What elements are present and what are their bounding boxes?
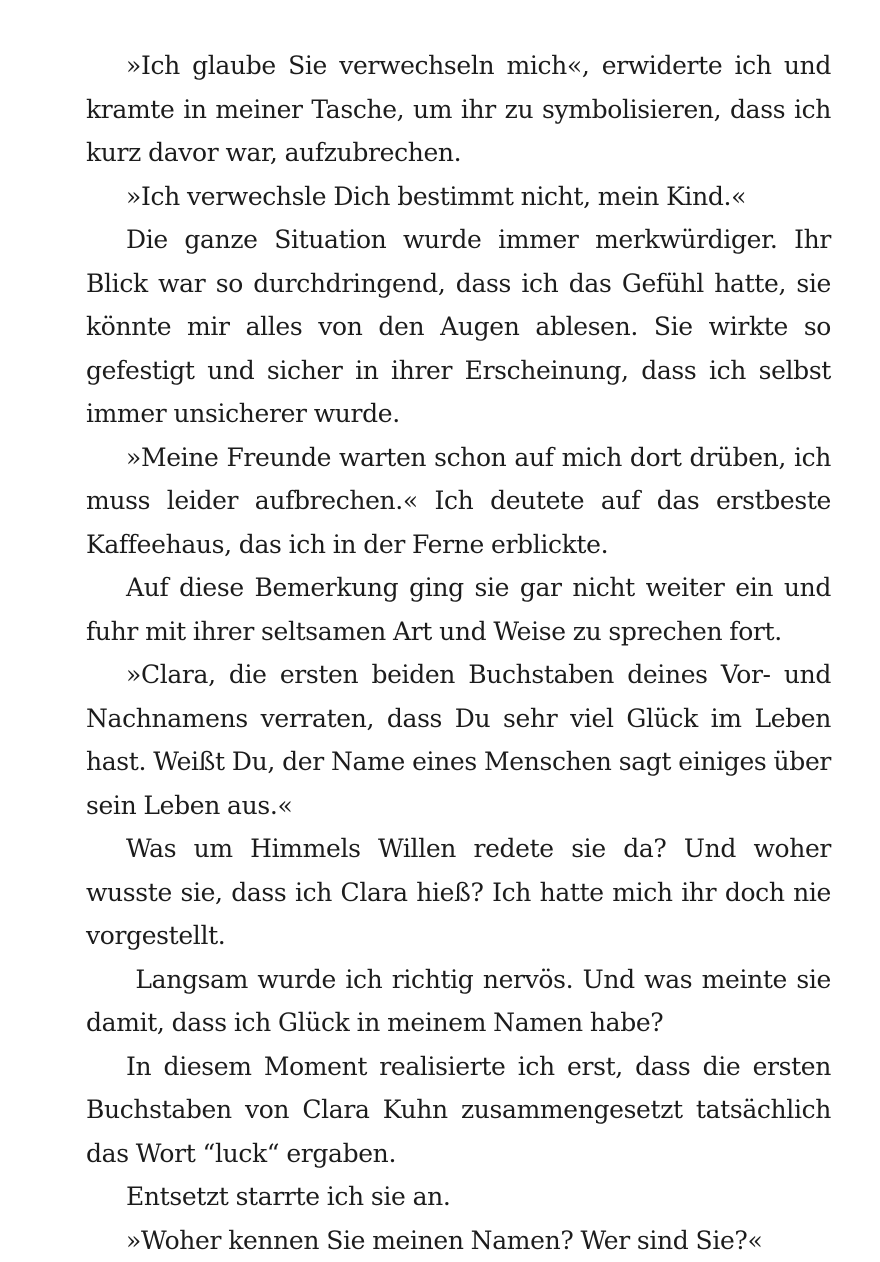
- paragraph-9: In diesem Moment realisierte ich erst, dass die ersten Buchstaben von Clara Kuhn zusammengesetzt tatsächlich das Wort “luck“ ergaben.: [86, 1045, 831, 1176]
- paragraph-7: Was um Himmels Willen redete sie da? Und woher wusste sie, dass ich Clara hieß? Ich hatte mich ihr doch nie vorgestellt.: [86, 827, 831, 958]
- paragraph-10: Entsetzt starrte ich sie an.: [86, 1175, 831, 1219]
- paragraph-1: »Ich glaube Sie verwechseln mich«, erwiderte ich und kramte in meiner Tasche, um ihr zu symbolisieren, dass ich kurz davor war, aufzubrechen.: [86, 44, 831, 175]
- book-page-text: [86, 44, 831, 1262]
- paragraph-2: »Ich verwechsle Dich bestimmt nicht, mein Kind.«: [86, 175, 831, 219]
- paragraph-8: Langsam wurde ich richtig nervös. Und was meinte sie damit, dass ich Glück in meinem Namen habe?: [86, 958, 831, 1045]
- paragraph-11: »Woher kennen Sie meinen Namen? Wer sind Sie?«: [86, 1219, 831, 1262]
- paragraph-4: »Meine Freunde warten schon auf mich dort drüben, ich muss leider aufbrechen.« Ich deutete auf das erstbeste Kaffeehaus, das ich in der Ferne erblickte.: [86, 436, 831, 567]
- paragraph-6: »Clara, die ersten beiden Buchstaben deines Vor- und Nachnamens verraten, dass Du sehr viel Glück im Leben hast. Weißt Du, der Name eines Menschen sagt einiges über sein Leben aus.«: [86, 653, 831, 827]
- paragraph-5: Auf diese Bemerkung ging sie gar nicht weiter ein und fuhr mit ihrer seltsamen Art und Weise zu sprechen fort.: [86, 566, 831, 653]
- paragraph-3: Die ganze Situation wurde immer merkwürdiger. Ihr Blick war so durchdringend, dass ich das Gefühl hatte, sie könnte mir alles von den Augen ablesen. Sie wirkte so gefestigt und sicher in ihrer Erscheinung, dass ich selbst immer unsicherer wurde.: [86, 218, 831, 436]
